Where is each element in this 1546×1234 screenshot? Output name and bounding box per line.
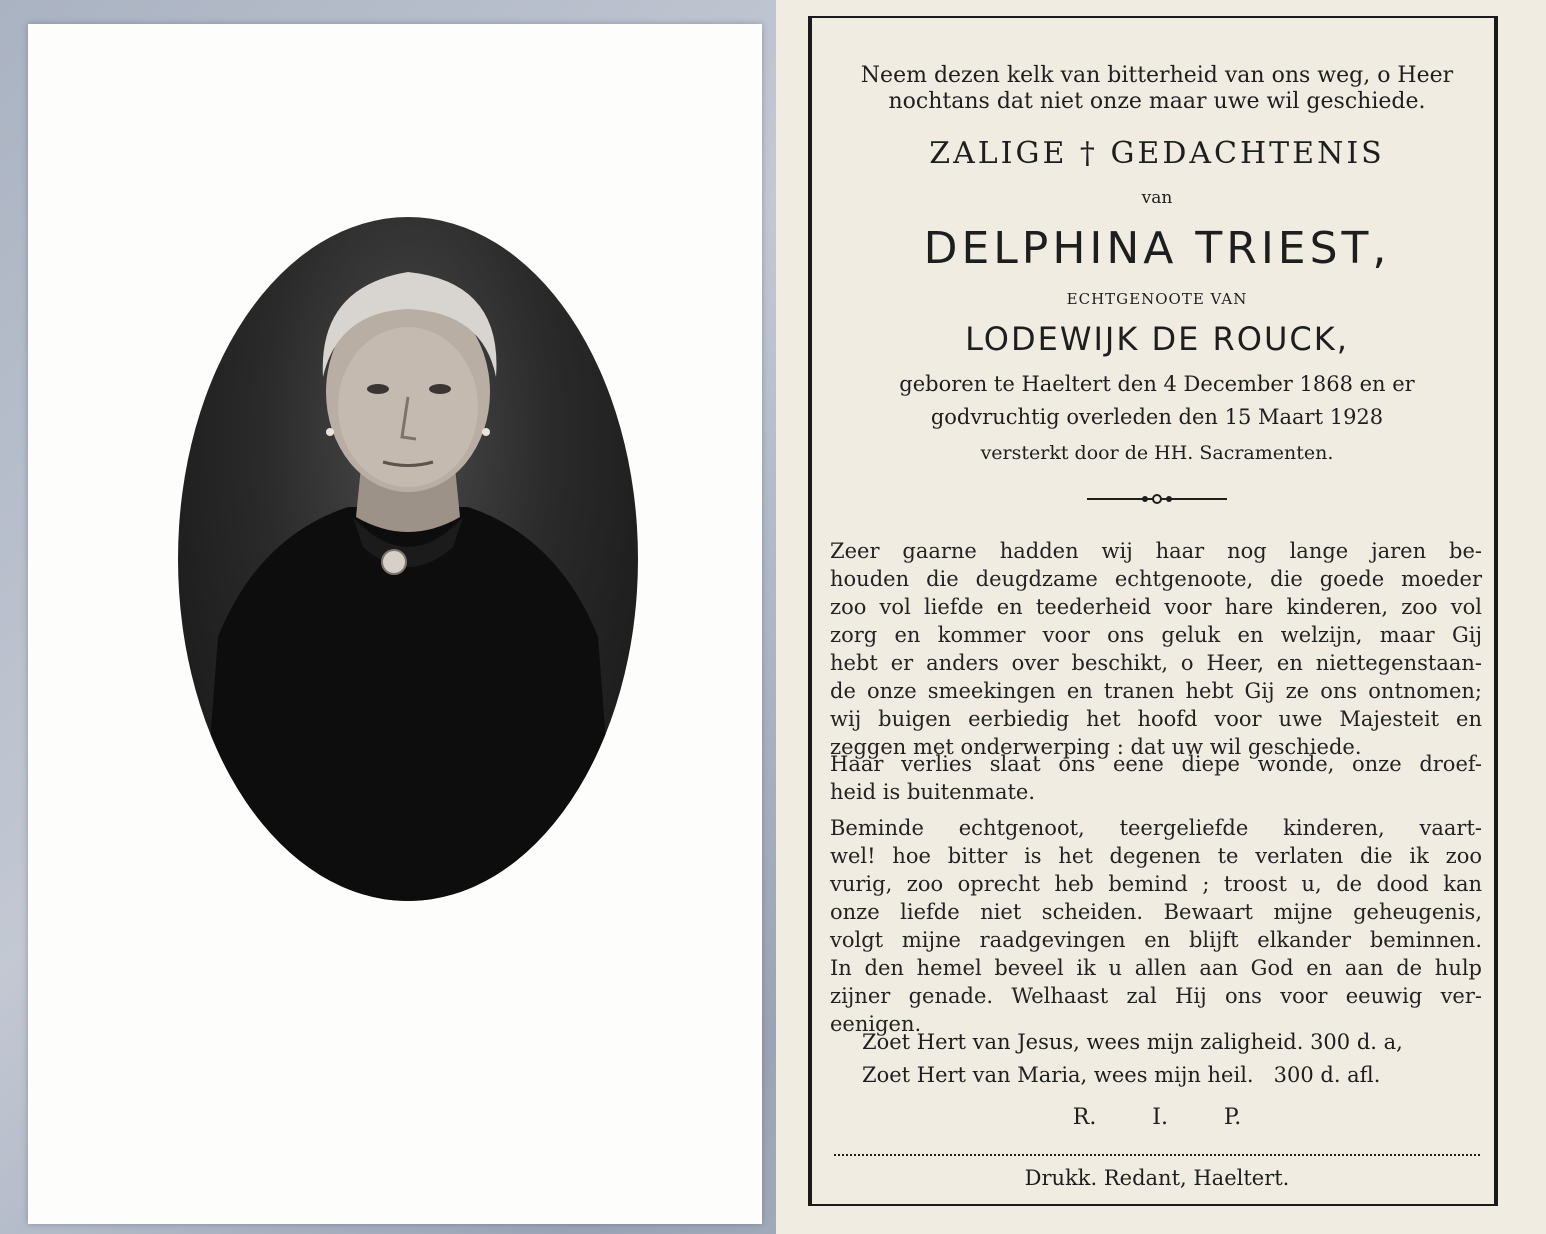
memorial-card <box>776 0 1546 1234</box>
paragraph-1-line: wij buigen eerbiedig het hoofd voor uwe Majesteit en <box>830 707 1482 731</box>
spouse-label: ECHTGENOOTE VAN <box>1066 290 1248 308</box>
spouse-name: LODEWIJK DE ROUCK, <box>965 320 1349 358</box>
paragraph-2-line: heid is buitenmate. <box>830 780 1036 804</box>
paragraph-2-line: Haar verlies slaat ons eene diepe wonde, onze droef- <box>830 752 1482 776</box>
card-frame <box>808 16 1498 1206</box>
printer-credit: Drukk. Redant, Haeltert. <box>1024 1166 1290 1190</box>
paragraph-1-line: zorg en kommer voor ons geluk en welzijn, maar Gij <box>830 623 1482 647</box>
heading: ZALIGE † GEDACHTENIS <box>929 136 1385 171</box>
dates-line-1: geboren te Haeltert den 4 December 1868 en er <box>899 372 1415 396</box>
deceased-name: DELPHINA TRIEST, <box>923 223 1391 274</box>
van-label: van <box>1141 188 1173 208</box>
paragraph-3-line: volgt mijne raadgevingen en blijft elkander beminnen. <box>830 928 1482 952</box>
paragraph-1-line: houden die deugdzame echtgenoote, die goede moeder <box>830 567 1482 591</box>
paragraph-1-line: zoo vol liefde en teederheid voor hare kinderen, zoo vol <box>830 595 1482 619</box>
paragraph-1 <box>830 537 1482 761</box>
dates-line-3: versterkt door de HH. Sacramenten. <box>980 442 1334 464</box>
paragraph-3-line: eenigen. <box>830 1012 922 1036</box>
paragraph-1-line: zeggen met onderwerping : dat uw wil geschiede. <box>830 735 1362 759</box>
paragraph-1-line: hebt er anders over beschikt, o Heer, en niettegenstaan- <box>830 651 1482 675</box>
ornament-divider <box>1087 492 1227 506</box>
rip: R. I. P. <box>1072 1105 1242 1130</box>
paragraph-3-line: onze liefde niet scheiden. Bewaart mijne geheugenis, <box>830 900 1482 924</box>
paragraph-1-line: de onze smeekingen en tranen hebt Gij ze ons ontnomen; <box>830 679 1482 703</box>
dates-line-2: godvruchtig overleden den 15 Maart 1928 <box>930 405 1384 429</box>
prayer-maria: Zoet Hert van Maria, wees mijn heil. 300 d. afl. <box>862 1063 1381 1087</box>
epigraph-line-2: nochtans dat niet onze maar uwe wil geschiede. <box>888 89 1426 114</box>
dotted-divider <box>834 1154 1480 1156</box>
paragraph-1-line: Zeer gaarne hadden wij haar nog lange jaren be- <box>830 539 1482 563</box>
photo-card <box>28 24 762 1224</box>
paragraph-3 <box>830 814 1482 1038</box>
paragraph-2 <box>830 750 1482 806</box>
paragraph-3-line: Beminde echtgenoot, teergeliefde kinderen, vaart- <box>830 816 1482 840</box>
paragraph-3-line: wel! hoe bitter is het degenen te verlaten die ik zoo <box>830 844 1482 868</box>
prayer-jesus: Zoet Hert van Jesus, wees mijn zaligheid. 300 d. a, <box>862 1030 1403 1054</box>
paragraph-3-line: In den hemel beveel ik u allen aan God en aan de hulp <box>830 956 1482 980</box>
paragraph-3-line: vurig, zoo oprecht heb bemind ; troost u, de dood kan <box>830 872 1482 896</box>
epigraph-line-1: Neem dezen kelk van bitterheid van ons weg, o Heer <box>860 63 1454 88</box>
paragraph-3-line: zijner genade. Welhaast zal Hij ons voor eeuwig ver- <box>830 984 1482 1008</box>
portrait-photo <box>178 217 638 901</box>
